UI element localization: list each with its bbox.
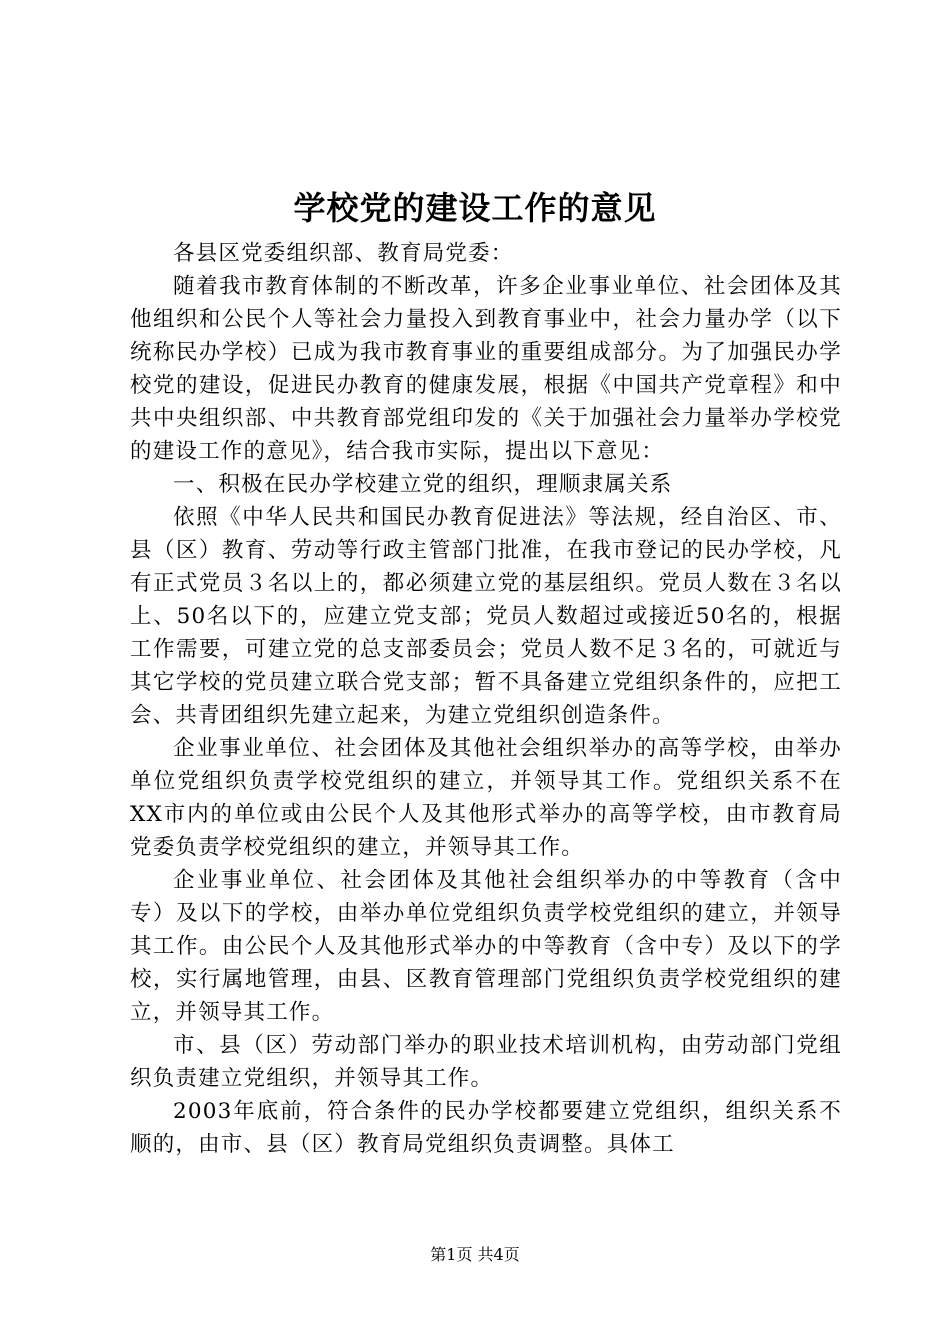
intro-paragraph: 随着我市教育体制的不断改革，许多企业事业单位、社会团体及其他组织和公民个人等社会力量投入到教育事业中，社会力量办学（以下统称民办学校）已成为我市教育事业的重要组成部分。为了加强民办学校党的建设，促进民办教育的健康发展，根据《中国共产党章程》和中共中央组织部、中共教育部党组印发的《关于加强社会力量举办学校党的建设工作的意见》，结合我市实际，提出以下意见： [130,274,842,464]
body-paragraph: 企业事业单位、社会团体及其他社会组织举办的高等学校，由举办单位党组织负责学校党组织的建立，并领导其工作。党组织关系不在XX市内的单位或由公民个人及其他形式举办的高等学校，由市教育局党委负责学校党组织的建立，并领导其工作。 [130,736,842,860]
page-number-footer: 第1页 共4页 [430,1245,520,1264]
salutation-paragraph: 各县区党委组织部、教育局党委： [173,241,514,266]
section-heading-1: 一、积极在民办学校建立党的组织，理顺隶属关系 [173,472,673,497]
document-body [130,237,842,1161]
body-paragraph: 2003年底前，符合条件的民办学校都要建立党组织，组织关系不顺的，由市、县（区）教育局党组织负责调整。具体工 [130,1099,842,1157]
document-title: 学校党的建设工作的意见 [293,189,657,227]
body-paragraph: 依照《中华人民共和国民办教育促进法》等法规，经自治区、市、县（区）教育、劳动等行政主管部门批准，在我市登记的民办学校，凡有正式党员３名以上的，都必须建立党的基层组织。党员人数在３名以上、50名以下的，应建立党支部；党员人数超过或接近50名的，根据工作需要，可建立党的总支部委员会；党员人数不足３名的，可就近与其它学校的党员建立联合党支部；暂不具备建立党组织条件的，应把工会、共青团组织先建立起来，为建立党组织创造条件。 [130,505,842,728]
body-paragraph: 企业事业单位、社会团体及其他社会组织举办的中等教育（含中专）及以下的学校，由举办单位党组织负责学校党组织的建立，并领导其工作。由公民个人及其他形式举办的中等教育（含中专）及以下的学校，实行属地管理，由县、区教育管理部门党组织负责学校党组织的建立，并领导其工作。 [130,868,842,1025]
body-paragraph: 市、县（区）劳动部门举办的职业技术培训机构，由劳动部门党组织负责建立党组织，并领导其工作。 [130,1033,842,1091]
